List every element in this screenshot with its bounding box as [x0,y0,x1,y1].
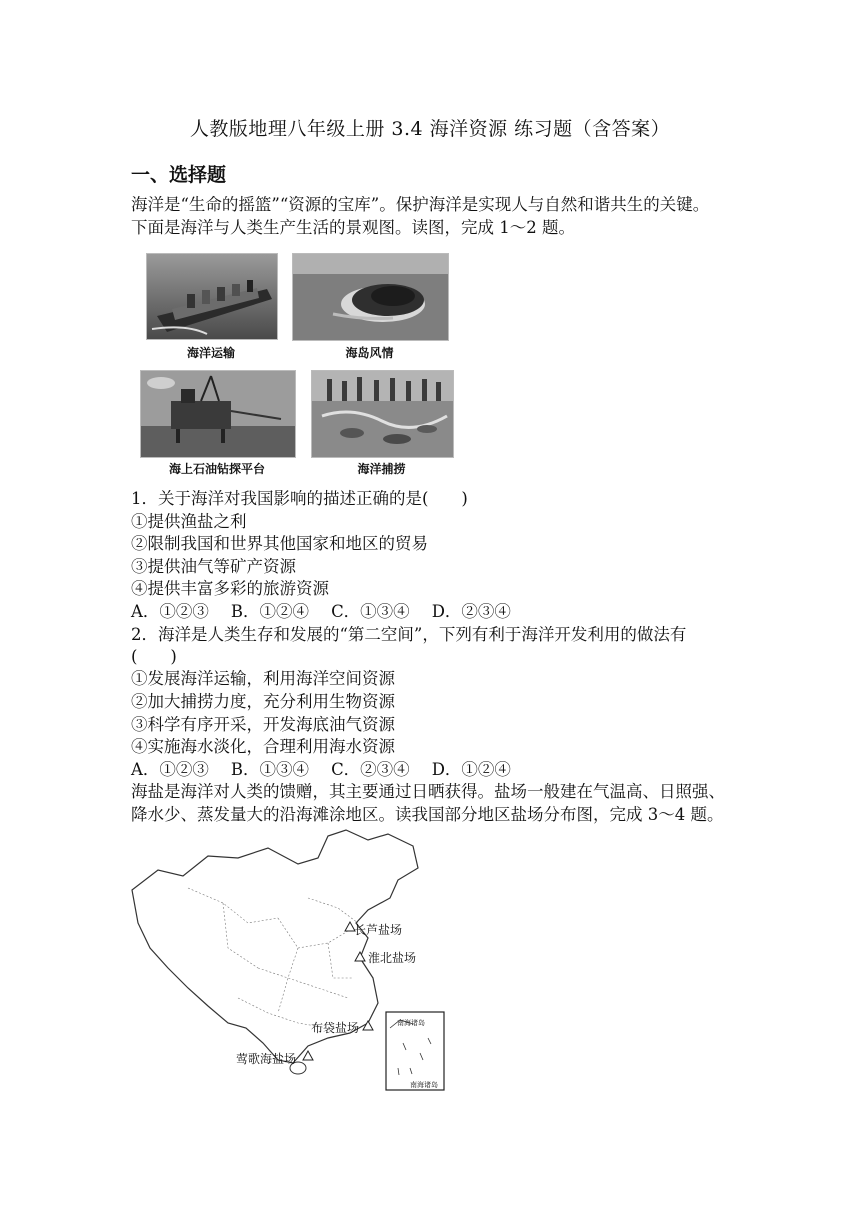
caption-fishing: 海洋捕捞 [357,462,406,476]
q2-options [131,759,533,781]
q2-option-d: D．①②④ [431,760,511,779]
q2-stem-line-2: ( ) [131,647,177,666]
q2-item-3: ③科学有序开采，开发海底油气资源 [131,715,395,734]
q1-option-c: C．①③④ [331,602,410,621]
q1-stem: 1．关于海洋对我国影响的描述正确的是( ) [131,489,468,508]
q2-option-c: C．②③④ [331,760,410,779]
q1-option-a: A．①②③ [131,602,209,621]
q1-item-2: ②限制我国和世界其他国家和地区的贸易 [131,534,428,553]
page-title: 人教版地理八年级上册 3.4 海洋资源 练习题（含答案） [189,118,671,140]
shipping-photo [146,253,278,340]
inset-label-top: 南海诸岛 [397,1020,425,1027]
q1-item-4: ④提供丰富多彩的旅游资源 [131,579,329,598]
intro2-line-2: 降水少、蒸发量大的沿海滩涂地区。读我国部分地区盐场分布图，完成 3～4 题。 [131,805,724,824]
q2-item-4: ④实施海水淡化，合理利用海水资源 [131,737,395,756]
inset-label-bottom: 南海诸岛 [410,1082,438,1089]
label-huaibei: 淮北盐场 [368,951,417,965]
china-outline [132,830,418,1063]
saltworks-markers [303,922,373,1060]
q1-option-d: D．②③④ [431,602,511,621]
label-budai: 布袋盐场 [311,1021,360,1035]
section-heading: 一、选择题 [131,164,227,186]
fishing-photo [311,370,454,458]
province-borders [188,888,358,1028]
q2-stem-line-1: 2．海洋是人类生存和发展的“第二空间”，下列有利于海洋开发利用的做法有 [131,625,687,644]
q2-option-b: B．①③④ [230,760,310,779]
q1-options [131,601,533,623]
q1-item-1: ①提供渔盐之利 [131,512,247,531]
intro-line-1: 海洋是“生命的摇篮”“资源的宝库”。保护海洋是实现人与自然和谐共生的关键。 [131,195,710,214]
caption-island: 海岛风情 [345,346,394,360]
q2-option-a: A．①②③ [131,760,209,779]
island-photo [292,253,449,341]
label-changlu: 长芦盐场 [354,923,403,937]
q1-item-3: ③提供油气等矿产资源 [131,557,296,576]
caption-oil-platform: 海上石油钻探平台 [168,462,265,476]
intro-line-2: 下面是海洋与人类生产生活的景观图。读图，完成 1～2 题。 [131,218,575,237]
q2-item-2: ②加大捕捞力度，充分利用生物资源 [131,692,395,711]
oil-platform-photo [140,370,296,458]
q1-option-b: B．①②④ [230,602,310,621]
label-yinggehai: 莺歌海盐场 [236,1052,297,1066]
intro2-line-1: 海盐是海洋对人类的馈赠，其主要通过日晒获得。盐场一般建在气温高、日照强、 [131,782,725,801]
q2-item-1: ①发展海洋运输，利用海洋空间资源 [131,669,395,688]
caption-shipping: 海洋运输 [186,346,235,360]
